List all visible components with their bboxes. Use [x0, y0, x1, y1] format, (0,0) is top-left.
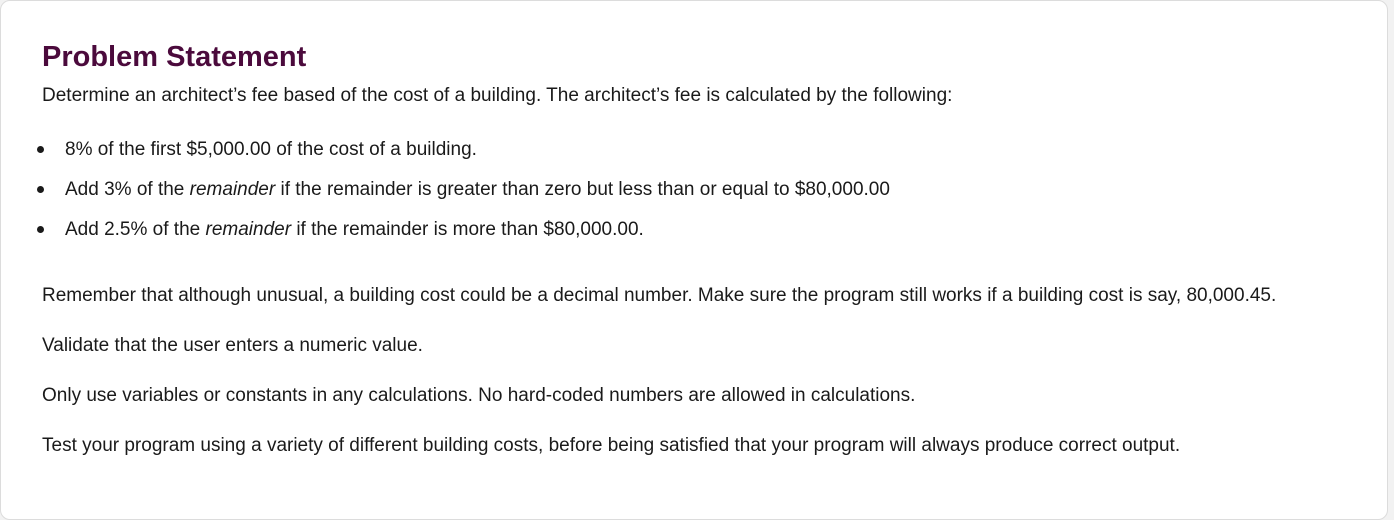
fee-rule-emphasis: remainder — [205, 219, 292, 240]
fee-rule-text: 8% of the first $5,000.00 of the cost of a building. — [65, 139, 477, 160]
fee-rule-text-end: if the remainder is more than $80,000.00. — [291, 219, 644, 240]
fee-rule-text-start: Add 2.5% of the — [65, 219, 206, 240]
fee-rule-remainder-up-to-80000 — [42, 177, 890, 217]
fee-rule-emphasis: remainder — [189, 179, 276, 200]
fee-rule-first-5000 — [42, 137, 890, 177]
bullet-icon — [37, 226, 44, 233]
bullet-icon — [37, 146, 44, 153]
validation-note: Validate that the user enters a numeric value. — [42, 335, 423, 356]
bullet-icon — [37, 186, 44, 193]
fee-rule-text-end: if the remainder is greater than zero but less than or equal to $80,000.00 — [275, 179, 890, 200]
constants-note: Only use variables or constants in any calculations. No hard-coded numbers are allowed in calculations. — [42, 385, 916, 406]
intro-text: Determine an architect’s fee based of the cost of a building. The architect’s fee is calculated by the following: — [42, 85, 953, 106]
fee-rule-remainder-over-80000 — [42, 217, 890, 257]
fee-rules-list — [42, 137, 890, 257]
page-title: Problem Statement — [42, 41, 307, 73]
decimal-cost-note: Remember that although unusual, a building cost could be a decimal number. Make sure the program still works if a building cost is say, 80,000.45. — [42, 285, 1277, 306]
testing-note: Test your program using a variety of different building costs, before being satisfied that your program will always produce correct output. — [42, 435, 1181, 456]
fee-rule-text-start: Add 3% of the — [65, 179, 190, 200]
